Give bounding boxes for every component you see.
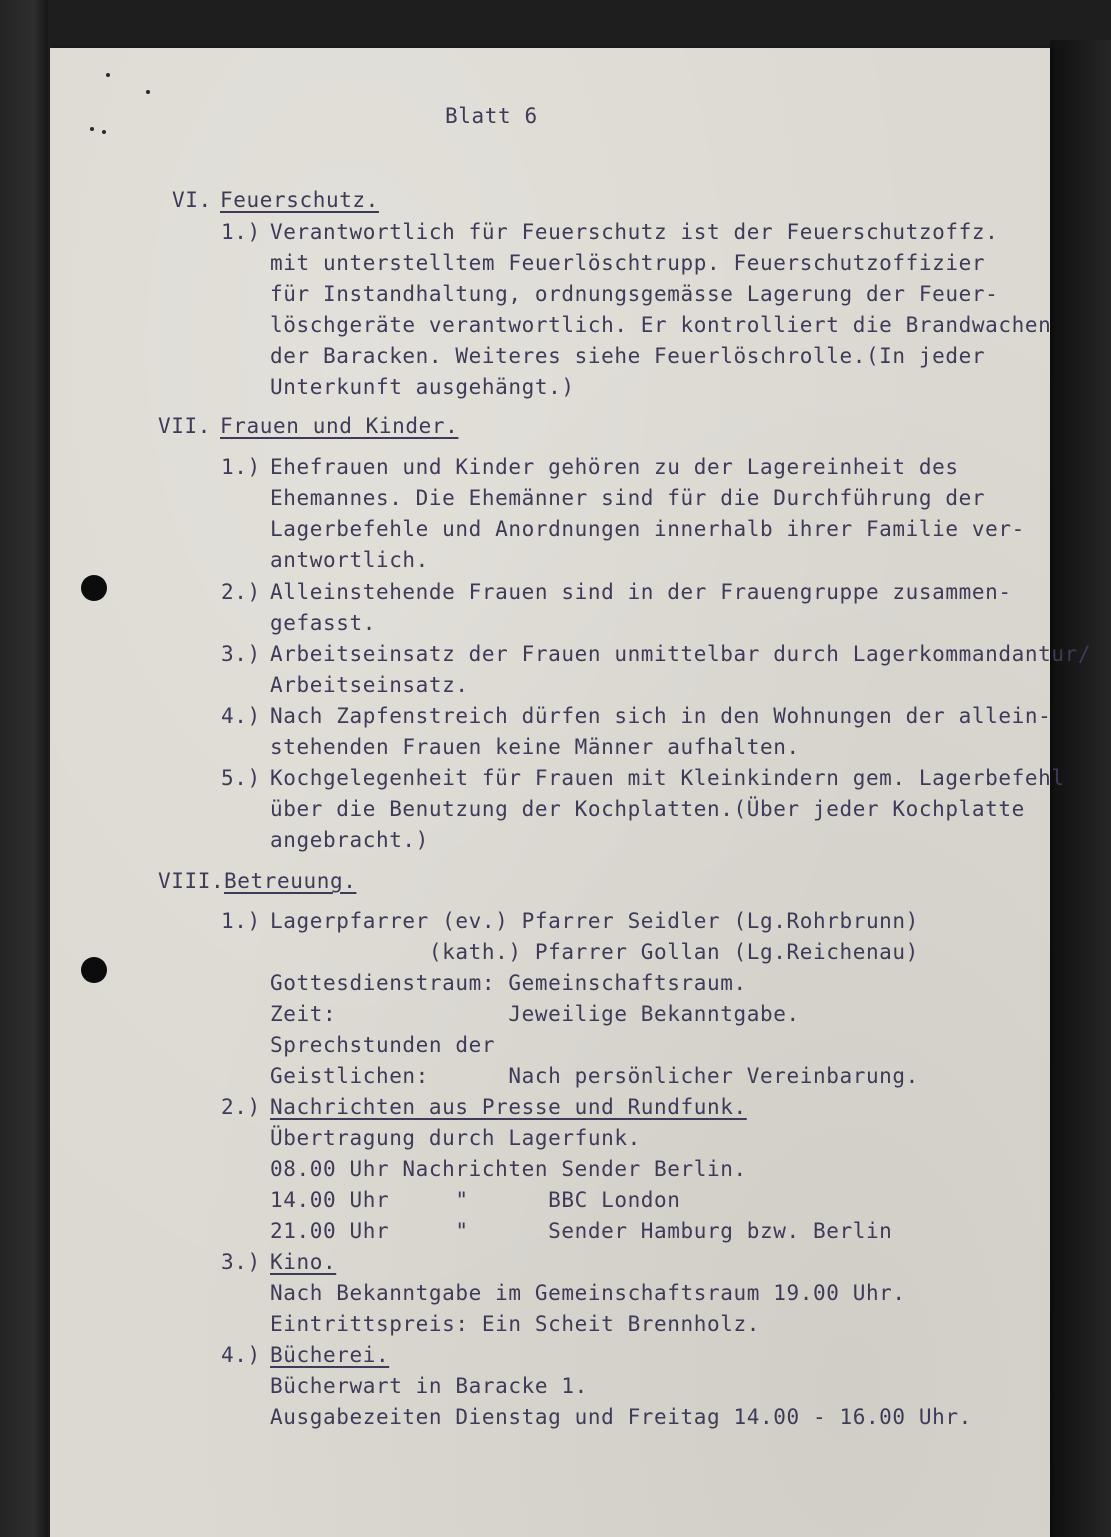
item-text-line: Eintrittspreis: Ein Scheit Brennholz. — [270, 1312, 760, 1336]
item-number: 2.) — [221, 1095, 261, 1119]
punch-hole-icon — [81, 957, 107, 983]
item-text-line: Alleinstehende Frauen sind in der Frauengruppe zusammen- — [270, 580, 1012, 604]
item-text-line: Arbeitseinsatz. — [270, 673, 469, 697]
item-text-line: (kath.) Pfarrer Gollan (Lg.Reichenau) — [270, 940, 919, 964]
item-text-line: 14.00 Uhr " BBC London — [270, 1188, 681, 1212]
item-number: 2.) — [221, 580, 261, 604]
item-text-line: Arbeitseinsatz der Frauen unmittelbar durch Lagerkommandantur/ — [270, 642, 1092, 666]
item-text-line: Unterkunft ausgehängt.) — [270, 375, 575, 399]
item-subheading: Nachrichten aus Presse und Rundfunk. — [270, 1095, 747, 1119]
section-numeral: VIII. — [158, 869, 225, 893]
item-text-line: über die Benutzung der Kochplatten.(Über jeder Kochplatte — [270, 797, 1025, 821]
item-text-line: Ehefrauen und Kinder gehören zu der Lagereinheit des — [270, 455, 959, 479]
ink-speck — [90, 127, 94, 131]
item-subheading: Bücherei. — [270, 1343, 390, 1367]
item-number: 5.) — [221, 766, 261, 790]
item-text-line: Lagerpfarrer (ev.) Pfarrer Seidler (Lg.Rohrbrunn) — [270, 909, 919, 933]
item-number: 1.) — [221, 220, 261, 244]
item-number: 3.) — [221, 1250, 261, 1274]
item-number: 1.) — [221, 909, 261, 933]
item-text-line: angebracht.) — [270, 828, 429, 852]
section-numeral: VII. — [158, 414, 211, 438]
item-text-line: antwortlich. — [270, 548, 429, 572]
item-text-line: der Baracken. Weiteres siehe Feuerlöschrolle.(In jeder — [270, 344, 986, 368]
item-text-line: Übertragung durch Lagerfunk. — [270, 1126, 641, 1150]
item-text-line: Gottesdienstraum: Gemeinschaftsraum. — [270, 971, 747, 995]
item-text-line: Kochgelegenheit für Frauen mit Kleinkindern gem. Lagerbefehl — [270, 766, 1065, 790]
item-number: 4.) — [221, 1343, 261, 1367]
section-heading: Frauen und Kinder. — [220, 414, 459, 438]
ink-speck — [106, 73, 110, 77]
item-text-line: mit unterstelltem Feuerlöschtrupp. Feuerschutzoffizier — [270, 251, 986, 275]
item-text-line: Lagerbefehle und Anordnungen innerhalb ihrer Familie ver- — [270, 517, 1025, 541]
section-numeral: VI. — [172, 188, 212, 212]
item-number: 1.) — [221, 455, 261, 479]
document-page — [50, 48, 1092, 1537]
item-text-line: Ehemannes. Die Ehemänner sind für die Durchführung der — [270, 486, 986, 510]
item-subheading: Kino. — [270, 1250, 337, 1274]
section-heading: Feuerschutz. — [220, 188, 379, 212]
item-text-line: stehenden Frauen keine Männer aufhalten. — [270, 735, 800, 759]
binder-edge — [0, 0, 48, 1537]
page-label: Blatt 6 — [445, 104, 538, 128]
item-number: 3.) — [221, 642, 261, 666]
item-text-line: Sprechstunden der — [270, 1033, 496, 1057]
item-text-line: löschgeräte verantwortlich. Er kontrolliert die Brandwachen — [270, 313, 1052, 337]
item-text-line: Nach Bekanntgabe im Gemeinschaftsraum 19.00 Uhr. — [270, 1281, 906, 1305]
item-text-line: Geistlichen: Nach persönlicher Vereinbarung. — [270, 1064, 919, 1088]
item-number: 4.) — [221, 704, 261, 728]
section-heading: Betreuung. — [224, 869, 357, 893]
item-text-line: für Instandhaltung, ordnungsgemässe Lagerung der Feuer- — [270, 282, 999, 306]
ink-speck — [102, 130, 106, 134]
item-text-line: Zeit: Jeweilige Bekanntgabe. — [270, 1002, 800, 1026]
item-text-line: gefasst. — [270, 611, 376, 635]
item-text-line: Bücherwart in Baracke 1. — [270, 1374, 588, 1398]
item-text-line: Ausgabezeiten Dienstag und Freitag 14.00 - 16.00 Uhr. — [270, 1405, 972, 1429]
punch-hole-icon — [81, 575, 107, 601]
item-text-line: Verantwortlich für Feuerschutz ist der Feuerschutzoffz. — [270, 220, 999, 244]
item-text-line: 08.00 Uhr Nachrichten Sender Berlin. — [270, 1157, 747, 1181]
ink-speck — [146, 90, 150, 94]
item-text-line: 21.00 Uhr " Sender Hamburg bzw. Berlin — [270, 1219, 893, 1243]
item-text-line: Nach Zapfenstreich dürfen sich in den Wohnungen der allein- — [270, 704, 1052, 728]
